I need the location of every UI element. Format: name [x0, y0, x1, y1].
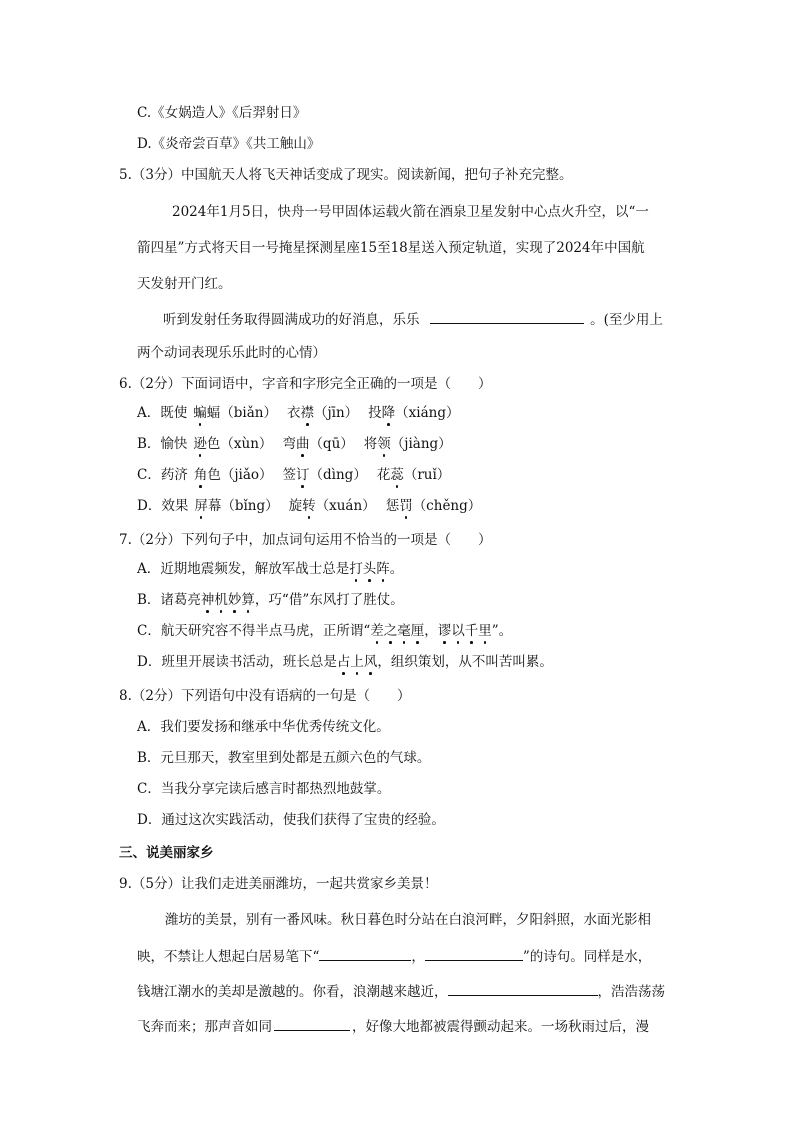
q6-option-d [137, 497, 481, 515]
q6-a-word1: A．既使 [137, 405, 188, 421]
q7-a-dotted-word: 打头阵 [349, 561, 390, 577]
q6-option-a [137, 404, 459, 422]
q6-c-pinyin4: （ruǐ） [403, 467, 451, 483]
q9-blank-4[interactable] [274, 1016, 350, 1031]
q5-prompt [163, 309, 663, 329]
q6-a-pinyin3: （jīn） [313, 405, 359, 421]
q6-c-word4a: 花 [376, 467, 391, 483]
q6-b-dotted3: 领 [377, 436, 391, 452]
q6-a-dotted2: 襟 [300, 405, 314, 421]
q6-b-dotted1: 逊 [193, 436, 207, 452]
q9-line2-comma: ， [411, 949, 425, 965]
q6-d-word4a: 惩 [385, 498, 400, 514]
q9-line4-end: ，好像大地都被震得颤动起来。一场秋雨过后，漫 [352, 1019, 649, 1035]
q5-news-line1: 2024年1月5日，快舟一号甲固体运载火箭在酒泉卫星发射中心点火升空，以“一 [172, 204, 649, 220]
q6-a-dotted1: 蝙 [193, 405, 207, 421]
q5-stem: 5.（3分）中国航天人将飞天神话变成了现实。阅读新闻，把句子补充完整。 [119, 167, 573, 183]
q7-option-d [137, 653, 553, 671]
q7-d-text: D．班里开展读书活动，班长总是 [137, 654, 337, 670]
q5-news-line3: 天发射开门红。 [137, 276, 232, 292]
q9-blank-2[interactable] [425, 946, 523, 961]
q9-line2-start: 映，不禁让人想起白居易笔下“ [137, 949, 320, 965]
q7-b-end: ，巧“借”东风打了胜仗。 [254, 592, 404, 608]
q6-d-dotted3: 罚 [399, 498, 413, 514]
q9-line3-end: ，浩浩荡荡 [597, 984, 665, 1000]
q6-d-word1: D．效果 [137, 498, 189, 514]
q7-a-end: 。 [389, 561, 404, 577]
q6-c-word2: 色（jiǎo） [207, 467, 273, 483]
q6-b-dotted2: 曲 [295, 436, 310, 452]
q7-b-dotted-word: 神机妙算 [200, 592, 255, 608]
q6-b-pinyin3: （qū） [309, 436, 354, 452]
q6-option-b [137, 435, 452, 453]
q5-answer-blank[interactable] [430, 309, 584, 324]
q9-blank-3[interactable] [448, 981, 598, 996]
q9-line2-end: ”的诗句。同样是水， [522, 949, 652, 965]
q6-c-word1: C．药济 [137, 467, 188, 483]
q6-d-pinyin4: （chěng） [412, 498, 482, 514]
q4-option-c: C.《女娲造人》《后羿射日》 [137, 105, 307, 121]
q7-option-a [137, 560, 403, 578]
q6-c-pinyin3: （dìng） [309, 467, 367, 483]
section-3-title: 三、说美丽家乡 [119, 845, 214, 861]
q5-prompt-before: 听到发射任务取得圆满成功的好消息，乐乐 [163, 312, 420, 328]
q7-c-dotted-word: 差之毫厘，谬以千里 [370, 623, 492, 639]
q9-stem: 9.（5分）让我们走进美丽潍坊，一起共赏家乡美景！ [119, 876, 438, 892]
q7-c-end: ”。 [491, 623, 513, 639]
q8-option-c: C．当我分享完读后感言时都热烈地鼓掌。 [137, 781, 391, 797]
q6-c-word3a: 签 [282, 467, 297, 483]
q8-stem: 8.（2分）下列语句中没有语病的一句是（ ） [119, 688, 411, 704]
q6-a-dotted3: 降 [381, 405, 396, 421]
q6-a-word3a: 衣 [286, 405, 301, 421]
q7-option-c [137, 622, 512, 640]
q6-a-pinyin4: （xiáng） [395, 405, 460, 421]
q9-line4-start: 飞奔而来；那声音如同 [137, 1019, 272, 1035]
q6-c-dotted1: 角 [193, 467, 208, 483]
q8-option-a: A．我们要发扬和继承中华优秀传统文化。 [137, 719, 390, 735]
q6-b-word4a: 将 [363, 436, 378, 452]
q5-prompt-after: 。(至少用上 [590, 312, 663, 328]
q9-blank-1[interactable] [319, 946, 411, 961]
q9-line3-start: 钱塘江潮水的美却是激越的。你看，浪潮越来越近， [137, 984, 448, 1000]
q7-d-end: ，组织策划，从不叫苦叫累。 [377, 654, 553, 670]
q6-d-dotted1: 屏 [194, 498, 208, 514]
q8-option-b: B．元旦那天，教室里到处都是五颜六色的气球。 [137, 750, 431, 766]
q6-b-word1: B．愉快 [137, 436, 188, 452]
q6-b-pinyin4: （jiàng） [390, 436, 452, 452]
q9-para-line4 [137, 1016, 649, 1036]
q6-a-word2: 蝠（biǎn） [206, 405, 277, 421]
q6-a-word4a: 投 [368, 405, 382, 421]
q7-c-text: C．航天研究容不得半点马虎，正所谓“ [137, 623, 371, 639]
q9-para-line1: 潍坊的美景，别有一番风味。秋日暮色时分站在白浪河畔，夕阳斜照，水面光影相 [165, 912, 651, 928]
q6-d-word3a: 旋 [288, 498, 303, 514]
q7-a-text: A．近期地震频发，解放军战士总是 [137, 561, 350, 577]
q6-stem: 6.（2分）下面词语中，字音和字形完全正确的一项是（ ） [119, 376, 492, 392]
q6-d-pinyin3: （xuán） [315, 498, 376, 514]
q5-news-line2: 箭四星”方式将天目一号掩星探测星座15至18星送入预定轨道，实现了2024年中国航 [137, 240, 645, 256]
q9-para-line3 [137, 981, 665, 1001]
q5-prompt-line2: 两个动词表现乐乐此时的心情） [137, 345, 326, 361]
q7-stem: 7.（2分）下列句子中，加点词句运用不恰当的一项是（ ） [119, 532, 492, 548]
q6-c-dotted2: 订 [296, 467, 310, 483]
q7-d-dotted-word: 占上风 [336, 654, 378, 670]
q7-option-b [137, 591, 404, 609]
q6-b-word3a: 弯 [282, 436, 296, 452]
q8-option-d: D．通过这次实践活动，使我们获得了宝贵的经验。 [137, 812, 445, 828]
q6-option-c [137, 466, 450, 484]
q7-b-text: B．诸葛亮 [137, 592, 201, 608]
q6-b-word2: 色（xùn） [206, 436, 273, 452]
q6-d-word2: 幕（bǐng） [207, 498, 279, 514]
q6-c-dotted3: 蕊 [390, 467, 404, 483]
q4-option-d: D.《炎帝尝百草》《共工触山》 [137, 136, 321, 152]
q9-para-line2 [137, 946, 651, 966]
q6-d-dotted2: 转 [302, 498, 316, 514]
